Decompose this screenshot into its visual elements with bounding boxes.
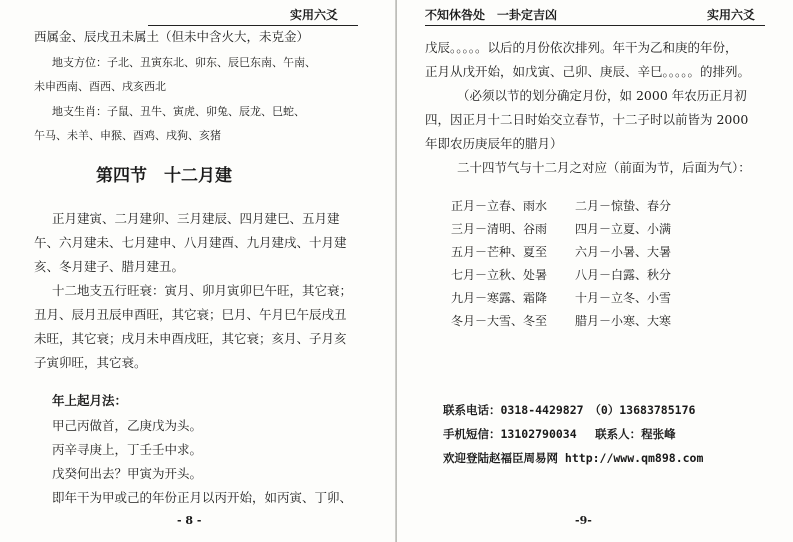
text-line: 正月从戊开始，如戊寅、己卯、庚辰、辛巳。。。。。的排列。 xyxy=(425,64,751,79)
solar-term-cell: 八月－白露、秋分 xyxy=(575,268,672,282)
text-line: 戊辰。。。。。以后的月份依次排列。年干为乙和庚的年份， xyxy=(425,40,738,55)
solar-term-cell: 腊月－小寒、大寒 xyxy=(575,314,672,328)
solar-term-cell: 冬月－大雪、冬至 xyxy=(451,314,548,328)
contact-website: 欢迎登陆赵福臣周易网 http://www.qm898.com xyxy=(443,451,704,465)
left-page-header: 实用六爻 xyxy=(290,8,339,22)
page-number: -9- xyxy=(575,514,592,527)
page-number: - 8 - xyxy=(177,514,202,527)
right-page-header-motto: 不知休咎处 一卦定吉凶 xyxy=(425,8,558,22)
text-line: 正月建寅、二月建卯、三月建辰、四月建巳、五月建 xyxy=(52,211,340,226)
text-line: （必须以节的划分确定月份，如 2000 年农历正月初 xyxy=(457,88,747,103)
right-page-header: 实用六爻 xyxy=(707,8,756,22)
solar-term-cell: 十月－立冬、小雪 xyxy=(575,291,672,305)
text-line: 未申西南、酉西、戌亥西北 xyxy=(34,80,166,93)
solar-term-cell: 正月－立春、雨水 xyxy=(451,199,548,213)
text-line: 午、六月建未、七月建申、八月建酉、九月建戌、十月建 xyxy=(34,235,347,250)
text-line: 子寅卯旺，其它衰。 xyxy=(34,355,147,370)
text-line: 年即农历庚辰年的腊月） xyxy=(425,136,563,151)
solar-term-cell: 三月－清明、谷雨 xyxy=(451,222,548,236)
text-line: 四，因正月十二日时始交立春节，十二子时以前皆为 2000 xyxy=(425,112,749,127)
rule-title: 年上起月法： xyxy=(52,393,128,408)
text-line: 即年干为甲或己的年份正月以丙开始，如丙寅、丁卯、 xyxy=(52,490,353,505)
text-line: 未旺，其它衰；戌月未申酉戌旺，其它衰；亥月、子月亥 xyxy=(34,331,347,346)
text-line: 午马、未羊、申猴、酉鸡、戌狗、亥猪 xyxy=(34,129,221,142)
text-line: 地支生肖：子鼠、丑牛、寅虎、卯兔、辰龙、巳蛇、 xyxy=(52,105,305,118)
solar-term-cell: 四月－立夏、小满 xyxy=(575,222,672,236)
text-line: 丙辛寻庚上，丁壬壬中求。 xyxy=(52,442,203,457)
solar-term-cell: 二月－惊蛰、春分 xyxy=(575,199,672,213)
text-line: 丑月、辰月丑辰申酉旺，其它衰；巳月、午月巳午辰戌丑 xyxy=(34,307,347,322)
text-line: 二十四节气与十二月之对应（前面为节，后面为气）： xyxy=(457,160,751,175)
left-page xyxy=(0,0,396,542)
text-line: 甲己丙做首，乙庚戊为头。 xyxy=(52,418,203,433)
text-line: 亥、冬月建子、腊月建丑。 xyxy=(34,259,185,274)
solar-term-cell: 五月－芒种、夏至 xyxy=(451,245,548,259)
contact-sms: 手机短信：13102790034 联系人：程张峰 xyxy=(443,427,676,441)
text-line: 地支方位：子北、丑寅东北、卯东、辰巳东南、午南、 xyxy=(52,56,316,69)
contact-phone: 联系电话：0318-4429827 （0）13683785176 xyxy=(443,403,696,417)
solar-term-cell: 六月－小暑、大暑 xyxy=(575,245,672,259)
right-page xyxy=(397,0,793,542)
solar-term-cell: 九月－寒露、霜降 xyxy=(451,291,548,305)
text-line: 十二地支五行旺衰：寅月、卯月寅卯巳午旺，其它衰； xyxy=(52,283,353,298)
solar-term-cell: 七月－立秋、处暑 xyxy=(451,268,548,282)
left-header-rule xyxy=(148,25,358,26)
right-header-rule xyxy=(425,25,765,26)
text-line: 西属金、辰戌丑未属土（但未中含火大，未克金） xyxy=(34,29,310,44)
text-line: 戊癸何出去？甲寅为开头。 xyxy=(52,466,203,481)
section-title: 第四节 十二月建 xyxy=(96,166,232,186)
